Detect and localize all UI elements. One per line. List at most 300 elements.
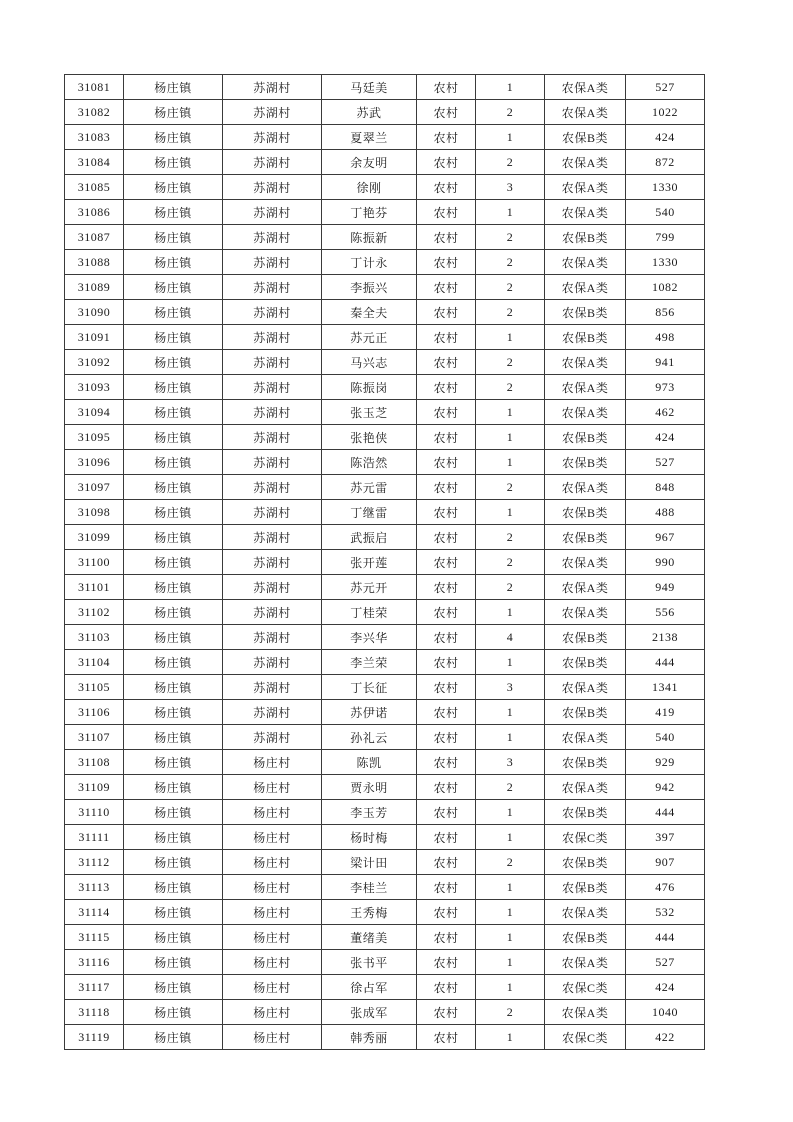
cell-town: 杨庄镇 <box>124 100 223 125</box>
cell-count: 1 <box>476 975 545 1000</box>
cell-category: 农保A类 <box>545 600 626 625</box>
cell-town: 杨庄镇 <box>124 175 223 200</box>
cell-count: 1 <box>476 450 545 475</box>
cell-count: 2 <box>476 150 545 175</box>
table-row <box>65 875 705 900</box>
cell-category: 农保B类 <box>545 850 626 875</box>
cell-name: 苏武 <box>322 100 417 125</box>
cell-town: 杨庄镇 <box>124 125 223 150</box>
cell-name: 陈凯 <box>322 750 417 775</box>
cell-name: 张书平 <box>322 950 417 975</box>
cell-town: 杨庄镇 <box>124 975 223 1000</box>
cell-village: 苏湖村 <box>223 175 322 200</box>
cell-category: 农保B类 <box>545 525 626 550</box>
cell-town: 杨庄镇 <box>124 850 223 875</box>
cell-village: 苏湖村 <box>223 125 322 150</box>
cell-village: 苏湖村 <box>223 150 322 175</box>
cell-village: 杨庄村 <box>223 750 322 775</box>
cell-village: 苏湖村 <box>223 300 322 325</box>
cell-category: 农保A类 <box>545 1000 626 1025</box>
cell-village: 苏湖村 <box>223 100 322 125</box>
cell-count: 2 <box>476 550 545 575</box>
cell-amount: 488 <box>626 500 705 525</box>
cell-count: 2 <box>476 300 545 325</box>
cell-count: 1 <box>476 900 545 925</box>
cell-id: 31083 <box>65 125 124 150</box>
table-row <box>65 550 705 575</box>
cell-type: 农村 <box>417 150 476 175</box>
cell-category: 农保B类 <box>545 425 626 450</box>
table-row <box>65 275 705 300</box>
table-row <box>65 650 705 675</box>
cell-id: 31117 <box>65 975 124 1000</box>
cell-category: 农保A类 <box>545 475 626 500</box>
cell-name: 徐刚 <box>322 175 417 200</box>
cell-category: 农保A类 <box>545 375 626 400</box>
cell-name: 苏元正 <box>322 325 417 350</box>
cell-amount: 476 <box>626 875 705 900</box>
cell-type: 农村 <box>417 75 476 100</box>
cell-type: 农村 <box>417 475 476 500</box>
cell-village: 杨庄村 <box>223 825 322 850</box>
cell-type: 农村 <box>417 550 476 575</box>
table-row <box>65 1000 705 1025</box>
cell-town: 杨庄镇 <box>124 650 223 675</box>
cell-category: 农保A类 <box>545 100 626 125</box>
cell-town: 杨庄镇 <box>124 575 223 600</box>
cell-village: 苏湖村 <box>223 525 322 550</box>
table-row <box>65 800 705 825</box>
cell-category: 农保B类 <box>545 750 626 775</box>
cell-village: 苏湖村 <box>223 200 322 225</box>
cell-village: 杨庄村 <box>223 875 322 900</box>
cell-category: 农保B类 <box>545 800 626 825</box>
table-row <box>65 300 705 325</box>
cell-id: 31099 <box>65 525 124 550</box>
cell-town: 杨庄镇 <box>124 1025 223 1050</box>
cell-type: 农村 <box>417 1025 476 1050</box>
table-row <box>65 425 705 450</box>
table-row <box>65 200 705 225</box>
cell-count: 2 <box>476 350 545 375</box>
cell-id: 31114 <box>65 900 124 925</box>
cell-type: 农村 <box>417 750 476 775</box>
cell-village: 杨庄村 <box>223 900 322 925</box>
table-row <box>65 825 705 850</box>
cell-count: 4 <box>476 625 545 650</box>
cell-amount: 444 <box>626 800 705 825</box>
cell-id: 31095 <box>65 425 124 450</box>
cell-id: 31113 <box>65 875 124 900</box>
cell-type: 农村 <box>417 275 476 300</box>
cell-name: 余友明 <box>322 150 417 175</box>
cell-id: 31109 <box>65 775 124 800</box>
cell-village: 苏湖村 <box>223 500 322 525</box>
table-row <box>65 700 705 725</box>
cell-name: 董绪美 <box>322 925 417 950</box>
table-row <box>65 450 705 475</box>
cell-town: 杨庄镇 <box>124 250 223 275</box>
table-row <box>65 325 705 350</box>
cell-amount: 532 <box>626 900 705 925</box>
cell-type: 农村 <box>417 775 476 800</box>
cell-name: 王秀梅 <box>322 900 417 925</box>
cell-town: 杨庄镇 <box>124 500 223 525</box>
cell-amount: 2138 <box>626 625 705 650</box>
cell-town: 杨庄镇 <box>124 1000 223 1025</box>
cell-category: 农保A类 <box>545 75 626 100</box>
cell-amount: 990 <box>626 550 705 575</box>
table-row <box>65 575 705 600</box>
cell-id: 31107 <box>65 725 124 750</box>
cell-name: 苏元开 <box>322 575 417 600</box>
cell-name: 陈振新 <box>322 225 417 250</box>
cell-id: 31101 <box>65 575 124 600</box>
table-row <box>65 975 705 1000</box>
cell-type: 农村 <box>417 850 476 875</box>
cell-type: 农村 <box>417 375 476 400</box>
cell-amount: 941 <box>626 350 705 375</box>
cell-count: 2 <box>476 100 545 125</box>
cell-type: 农村 <box>417 300 476 325</box>
cell-village: 苏湖村 <box>223 275 322 300</box>
cell-name: 徐占军 <box>322 975 417 1000</box>
cell-amount: 424 <box>626 425 705 450</box>
cell-name: 陈浩然 <box>322 450 417 475</box>
cell-amount: 444 <box>626 650 705 675</box>
cell-count: 1 <box>476 425 545 450</box>
cell-count: 1 <box>476 125 545 150</box>
cell-count: 2 <box>476 275 545 300</box>
cell-count: 2 <box>476 775 545 800</box>
cell-village: 杨庄村 <box>223 775 322 800</box>
cell-category: 农保B类 <box>545 325 626 350</box>
cell-type: 农村 <box>417 700 476 725</box>
table-row <box>65 925 705 950</box>
cell-village: 杨庄村 <box>223 1000 322 1025</box>
cell-village: 苏湖村 <box>223 575 322 600</box>
cell-name: 李兰荣 <box>322 650 417 675</box>
cell-amount: 444 <box>626 925 705 950</box>
cell-town: 杨庄镇 <box>124 600 223 625</box>
cell-type: 农村 <box>417 725 476 750</box>
cell-count: 2 <box>476 250 545 275</box>
cell-type: 农村 <box>417 200 476 225</box>
cell-town: 杨庄镇 <box>124 300 223 325</box>
cell-town: 杨庄镇 <box>124 400 223 425</box>
cell-village: 苏湖村 <box>223 725 322 750</box>
cell-name: 苏伊诺 <box>322 700 417 725</box>
cell-count: 1 <box>476 700 545 725</box>
table-row <box>65 675 705 700</box>
cell-type: 农村 <box>417 625 476 650</box>
cell-category: 农保A类 <box>545 250 626 275</box>
cell-name: 武振启 <box>322 525 417 550</box>
cell-town: 杨庄镇 <box>124 475 223 500</box>
table-row <box>65 750 705 775</box>
cell-town: 杨庄镇 <box>124 950 223 975</box>
cell-town: 杨庄镇 <box>124 75 223 100</box>
cell-village: 杨庄村 <box>223 925 322 950</box>
cell-type: 农村 <box>417 825 476 850</box>
cell-category: 农保B类 <box>545 625 626 650</box>
cell-village: 杨庄村 <box>223 950 322 975</box>
cell-village: 苏湖村 <box>223 625 322 650</box>
table-row <box>65 350 705 375</box>
cell-id: 31112 <box>65 850 124 875</box>
cell-count: 1 <box>476 600 545 625</box>
cell-village: 苏湖村 <box>223 550 322 575</box>
cell-village: 苏湖村 <box>223 250 322 275</box>
cell-count: 1 <box>476 925 545 950</box>
cell-type: 农村 <box>417 400 476 425</box>
cell-count: 2 <box>476 850 545 875</box>
cell-id: 31093 <box>65 375 124 400</box>
cell-town: 杨庄镇 <box>124 825 223 850</box>
cell-town: 杨庄镇 <box>124 450 223 475</box>
cell-town: 杨庄镇 <box>124 550 223 575</box>
cell-town: 杨庄镇 <box>124 875 223 900</box>
cell-village: 杨庄村 <box>223 800 322 825</box>
cell-amount: 540 <box>626 725 705 750</box>
cell-town: 杨庄镇 <box>124 325 223 350</box>
table-row <box>65 375 705 400</box>
cell-town: 杨庄镇 <box>124 350 223 375</box>
cell-amount: 462 <box>626 400 705 425</box>
cell-town: 杨庄镇 <box>124 525 223 550</box>
cell-id: 31091 <box>65 325 124 350</box>
cell-type: 农村 <box>417 950 476 975</box>
cell-id: 31102 <box>65 600 124 625</box>
cell-category: 农保B类 <box>545 875 626 900</box>
cell-count: 2 <box>476 375 545 400</box>
cell-town: 杨庄镇 <box>124 725 223 750</box>
cell-amount: 556 <box>626 600 705 625</box>
cell-type: 农村 <box>417 425 476 450</box>
cell-amount: 799 <box>626 225 705 250</box>
cell-id: 31094 <box>65 400 124 425</box>
cell-name: 韩秀丽 <box>322 1025 417 1050</box>
cell-village: 苏湖村 <box>223 375 322 400</box>
cell-town: 杨庄镇 <box>124 375 223 400</box>
cell-town: 杨庄镇 <box>124 925 223 950</box>
cell-id: 31098 <box>65 500 124 525</box>
cell-count: 1 <box>476 650 545 675</box>
cell-id: 31085 <box>65 175 124 200</box>
table-row <box>65 175 705 200</box>
cell-category: 农保A类 <box>545 350 626 375</box>
cell-count: 3 <box>476 175 545 200</box>
cell-category: 农保A类 <box>545 775 626 800</box>
cell-count: 1 <box>476 500 545 525</box>
cell-id: 31118 <box>65 1000 124 1025</box>
cell-town: 杨庄镇 <box>124 900 223 925</box>
cell-village: 杨庄村 <box>223 975 322 1000</box>
table-row <box>65 900 705 925</box>
cell-village: 苏湖村 <box>223 325 322 350</box>
cell-amount: 856 <box>626 300 705 325</box>
cell-village: 杨庄村 <box>223 1025 322 1050</box>
table-row <box>65 150 705 175</box>
cell-name: 秦全夫 <box>322 300 417 325</box>
cell-count: 1 <box>476 1025 545 1050</box>
cell-type: 农村 <box>417 600 476 625</box>
cell-amount: 1341 <box>626 675 705 700</box>
cell-name: 陈振岗 <box>322 375 417 400</box>
cell-id: 31110 <box>65 800 124 825</box>
cell-category: 农保A类 <box>545 675 626 700</box>
cell-category: 农保A类 <box>545 175 626 200</box>
cell-id: 31084 <box>65 150 124 175</box>
table-row <box>65 525 705 550</box>
cell-village: 苏湖村 <box>223 75 322 100</box>
cell-category: 农保A类 <box>545 900 626 925</box>
cell-amount: 872 <box>626 150 705 175</box>
cell-id: 31088 <box>65 250 124 275</box>
cell-amount: 1040 <box>626 1000 705 1025</box>
cell-amount: 967 <box>626 525 705 550</box>
cell-count: 2 <box>476 525 545 550</box>
cell-town: 杨庄镇 <box>124 425 223 450</box>
cell-id: 31089 <box>65 275 124 300</box>
table-row <box>65 75 705 100</box>
cell-name: 丁继雷 <box>322 500 417 525</box>
cell-count: 1 <box>476 800 545 825</box>
cell-id: 31081 <box>65 75 124 100</box>
cell-village: 苏湖村 <box>223 450 322 475</box>
cell-id: 31087 <box>65 225 124 250</box>
cell-count: 1 <box>476 200 545 225</box>
cell-name: 贾永明 <box>322 775 417 800</box>
cell-category: 农保B类 <box>545 300 626 325</box>
cell-category: 农保B类 <box>545 450 626 475</box>
cell-amount: 422 <box>626 1025 705 1050</box>
cell-id: 31111 <box>65 825 124 850</box>
cell-count: 1 <box>476 325 545 350</box>
cell-id: 31086 <box>65 200 124 225</box>
cell-name: 张艳侠 <box>322 425 417 450</box>
cell-id: 31097 <box>65 475 124 500</box>
cell-type: 农村 <box>417 175 476 200</box>
cell-id: 31119 <box>65 1025 124 1050</box>
cell-amount: 929 <box>626 750 705 775</box>
cell-category: 农保B类 <box>545 650 626 675</box>
cell-id: 31104 <box>65 650 124 675</box>
cell-type: 农村 <box>417 575 476 600</box>
cell-amount: 498 <box>626 325 705 350</box>
cell-town: 杨庄镇 <box>124 200 223 225</box>
cell-category: 农保A类 <box>545 275 626 300</box>
cell-type: 农村 <box>417 325 476 350</box>
cell-category: 农保C类 <box>545 825 626 850</box>
table-row <box>65 600 705 625</box>
table-row <box>65 1025 705 1050</box>
cell-type: 农村 <box>417 900 476 925</box>
cell-category: 农保B类 <box>545 500 626 525</box>
cell-name: 李振兴 <box>322 275 417 300</box>
cell-category: 农保A类 <box>545 725 626 750</box>
cell-amount: 942 <box>626 775 705 800</box>
cell-type: 农村 <box>417 800 476 825</box>
cell-village: 苏湖村 <box>223 700 322 725</box>
cell-type: 农村 <box>417 975 476 1000</box>
cell-type: 农村 <box>417 225 476 250</box>
table-row <box>65 500 705 525</box>
cell-category: 农保B类 <box>545 925 626 950</box>
cell-category: 农保A类 <box>545 150 626 175</box>
cell-category: 农保B类 <box>545 125 626 150</box>
table-row <box>65 950 705 975</box>
cell-village: 苏湖村 <box>223 225 322 250</box>
cell-name: 李玉芳 <box>322 800 417 825</box>
cell-id: 31090 <box>65 300 124 325</box>
table-row <box>65 775 705 800</box>
cell-town: 杨庄镇 <box>124 800 223 825</box>
cell-village: 苏湖村 <box>223 600 322 625</box>
cell-name: 杨时梅 <box>322 825 417 850</box>
cell-town: 杨庄镇 <box>124 150 223 175</box>
cell-name: 丁长征 <box>322 675 417 700</box>
cell-town: 杨庄镇 <box>124 700 223 725</box>
cell-amount: 1082 <box>626 275 705 300</box>
cell-count: 2 <box>476 1000 545 1025</box>
cell-category: 农保B类 <box>545 225 626 250</box>
cell-village: 苏湖村 <box>223 675 322 700</box>
cell-type: 农村 <box>417 350 476 375</box>
cell-name: 李桂兰 <box>322 875 417 900</box>
cell-count: 2 <box>476 225 545 250</box>
cell-amount: 397 <box>626 825 705 850</box>
cell-village: 杨庄村 <box>223 850 322 875</box>
cell-name: 苏元雷 <box>322 475 417 500</box>
cell-category: 农保B类 <box>545 700 626 725</box>
records-table <box>64 74 705 1050</box>
cell-name: 马兴志 <box>322 350 417 375</box>
cell-type: 农村 <box>417 500 476 525</box>
cell-town: 杨庄镇 <box>124 225 223 250</box>
cell-village: 苏湖村 <box>223 425 322 450</box>
cell-name: 丁计永 <box>322 250 417 275</box>
records-table-body <box>65 75 705 1050</box>
cell-id: 31082 <box>65 100 124 125</box>
cell-amount: 907 <box>626 850 705 875</box>
table-row <box>65 225 705 250</box>
cell-count: 1 <box>476 75 545 100</box>
table-row <box>65 400 705 425</box>
cell-town: 杨庄镇 <box>124 675 223 700</box>
cell-town: 杨庄镇 <box>124 775 223 800</box>
cell-amount: 540 <box>626 200 705 225</box>
cell-category: 农保C类 <box>545 975 626 1000</box>
cell-type: 农村 <box>417 100 476 125</box>
cell-category: 农保A类 <box>545 950 626 975</box>
cell-name: 丁桂荣 <box>322 600 417 625</box>
cell-type: 农村 <box>417 250 476 275</box>
cell-amount: 424 <box>626 975 705 1000</box>
cell-id: 31108 <box>65 750 124 775</box>
cell-name: 张成军 <box>322 1000 417 1025</box>
table-row <box>65 125 705 150</box>
cell-count: 2 <box>476 575 545 600</box>
cell-amount: 973 <box>626 375 705 400</box>
cell-town: 杨庄镇 <box>124 275 223 300</box>
cell-id: 31106 <box>65 700 124 725</box>
table-row <box>65 250 705 275</box>
cell-amount: 527 <box>626 950 705 975</box>
cell-name: 马廷美 <box>322 75 417 100</box>
cell-amount: 419 <box>626 700 705 725</box>
cell-id: 31105 <box>65 675 124 700</box>
